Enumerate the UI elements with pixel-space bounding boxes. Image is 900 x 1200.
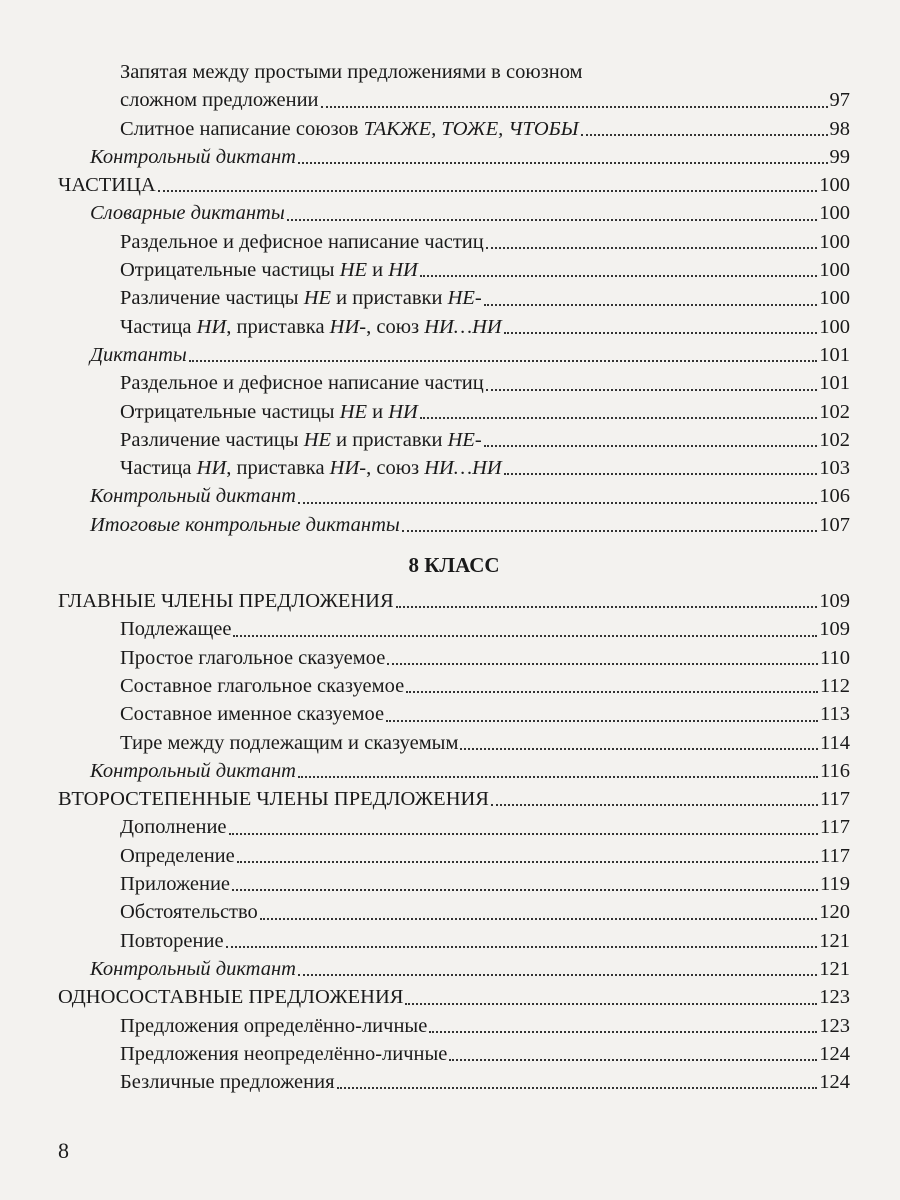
toc-entry-title (120, 700, 384, 728)
toc-section-bottom (58, 587, 850, 1096)
toc-entry-title-part: Обстоятельство (120, 901, 258, 924)
toc-entry-title-part: ОДНОСОСТАВНЫЕ ПРЕДЛОЖЕНИЯ (58, 986, 404, 1009)
toc-entry (58, 313, 850, 341)
toc-entry-page: 98 (829, 117, 850, 140)
toc-entry-title (90, 482, 296, 510)
toc-entry (58, 587, 850, 615)
dot-leader (460, 748, 818, 750)
dot-leader (260, 918, 817, 920)
toc-entry-title-part: Тире между подлежащим и сказуемым (120, 731, 459, 754)
toc-entry (58, 672, 850, 700)
toc-entry (58, 757, 850, 785)
toc-entry-title (120, 115, 579, 143)
dot-leader (406, 691, 818, 693)
toc-entry (58, 1012, 850, 1040)
toc-entry-title-part: НЕ- (447, 287, 482, 310)
toc-entry (58, 143, 850, 171)
dot-leader (449, 1059, 817, 1061)
toc-entry-title-part: Итоговые контрольные диктанты (90, 513, 400, 536)
section-heading: 8 КЛАСС (408, 553, 500, 578)
toc-entry (58, 284, 850, 312)
toc-entry-title-part: и приставки (331, 428, 448, 451)
toc-entry-title-part: и приставки (331, 287, 448, 310)
toc-entry-title-part: Дополнение (120, 816, 227, 839)
table-of-contents (58, 58, 850, 1096)
toc-entry-title-part: Частица (120, 457, 197, 480)
dot-leader (396, 606, 818, 608)
toc-entry-title-part: , союз (366, 315, 425, 338)
toc-entry-title-part: НИ…НИ (424, 457, 502, 480)
toc-entry (58, 1068, 850, 1096)
toc-entry-title (120, 813, 227, 841)
dot-leader (226, 946, 818, 948)
toc-entry-title (120, 1068, 335, 1096)
dot-leader (484, 445, 818, 447)
toc-entry (58, 785, 850, 813)
toc-entry-page: 102 (819, 428, 850, 451)
toc-entry-title (120, 870, 230, 898)
toc-entry-title-part: сложном предложении (120, 89, 319, 112)
toc-entry-title-part: Отрицательные частицы (120, 259, 340, 282)
toc-entry-page: 109 (819, 618, 850, 641)
toc-entry-title-part: Раздельное и дефисное написание частиц (120, 372, 484, 395)
toc-entry-title-part: Слитное написание союзов (120, 117, 364, 140)
toc-entry-title (120, 1012, 427, 1040)
dot-leader (402, 530, 817, 532)
toc-entry (58, 426, 850, 454)
toc-entry (58, 398, 850, 426)
toc-entry-title (120, 898, 258, 926)
toc-entry-title-part: Запятая между простыми предложениями в союзном (120, 61, 583, 83)
toc-entry-title (90, 511, 400, 539)
toc-entry-title-part: Диктанты (90, 343, 187, 366)
dot-leader (298, 502, 817, 504)
toc-entry-title-part: , союз (366, 457, 425, 480)
toc-entry (58, 644, 850, 672)
toc-entry-title-part: Предложения определённо-личные (120, 1014, 428, 1037)
toc-entry-title-part: Контрольный диктант (90, 957, 296, 980)
toc-entry-title (58, 785, 489, 813)
toc-entry-title-part: Простое глагольное сказуемое (120, 646, 386, 669)
dot-leader (298, 776, 818, 778)
page-number: 8 (58, 1138, 69, 1163)
toc-entry-page: 121 (819, 929, 850, 952)
toc-entry-title (120, 454, 502, 482)
toc-entry-page: 123 (819, 1014, 850, 1037)
toc-entry-title-part: Контрольный диктант (90, 145, 296, 168)
toc-entry-title-part: НИ (388, 400, 418, 423)
toc-entry (58, 369, 850, 397)
toc-entry-title-part: НЕ (339, 259, 368, 282)
toc-entry (58, 482, 850, 510)
dot-leader (504, 473, 818, 475)
toc-section-top (58, 58, 850, 539)
toc-entry-title-part: НЕ (303, 287, 332, 310)
toc-entry-title-part: Безличные предложения (120, 1071, 335, 1094)
toc-entry-title (120, 729, 458, 757)
toc-entry-page: 106 (819, 485, 850, 508)
toc-entry-page: 101 (819, 343, 850, 366)
toc-entry-page: 109 (819, 590, 850, 613)
toc-entry-title (120, 672, 404, 700)
toc-entry-title (120, 58, 583, 86)
toc-entry-page: 117 (820, 844, 850, 867)
toc-entry-title (120, 228, 484, 256)
toc-entry (58, 454, 850, 482)
toc-entry-title (120, 842, 235, 870)
toc-entry-page: 113 (820, 703, 850, 726)
toc-entry-title-part: НИ…НИ (424, 315, 502, 338)
toc-entry (58, 927, 850, 955)
dot-leader (237, 861, 818, 863)
toc-entry (58, 842, 850, 870)
toc-entry-page: 100 (819, 174, 850, 197)
toc-entry (58, 700, 850, 728)
toc-entry-title-part: ТАКЖЕ, ТОЖЕ, ЧТОБЫ (363, 117, 579, 140)
toc-entry-page: 100 (819, 315, 850, 338)
toc-entry (58, 86, 850, 114)
toc-entry (58, 511, 850, 539)
toc-entry-title-part: Раздельное и дефисное написание частиц (120, 230, 484, 253)
toc-entry-page: 116 (820, 759, 850, 782)
toc-entry-title-part: НИ (196, 315, 227, 338)
dot-leader (321, 106, 828, 108)
toc-entry (58, 898, 850, 926)
dot-leader (387, 663, 818, 665)
toc-entry-title-part: Определение (120, 844, 235, 867)
toc-entry-page: 124 (819, 1071, 850, 1094)
toc-entry-page: 123 (819, 986, 850, 1009)
toc-entry-title-part: НИ- (329, 315, 367, 338)
toc-entry-title (120, 644, 385, 672)
toc-entry-title-part: Различение частицы (120, 287, 304, 310)
dot-leader (429, 1031, 817, 1033)
dot-leader (484, 304, 818, 306)
toc-entry-page: 100 (819, 287, 850, 310)
toc-entry-page: 97 (829, 89, 850, 112)
toc-entry (58, 813, 850, 841)
toc-entry-title-part: и (367, 400, 389, 423)
toc-entry-page: 117 (820, 816, 850, 839)
toc-entry-title-part: НИ (388, 259, 418, 282)
toc-entry-title-part: ЧАСТИЦА (58, 174, 156, 197)
dot-leader (158, 190, 818, 192)
toc-entry-title (120, 86, 319, 114)
toc-entry-title (120, 284, 482, 312)
dot-leader (420, 417, 817, 419)
toc-entry-page: 107 (819, 513, 850, 536)
toc-entry-title (90, 143, 296, 171)
toc-entry-page: 110 (820, 646, 850, 669)
dot-leader (233, 635, 817, 637)
dot-leader (386, 720, 818, 722)
toc-entry (58, 58, 850, 86)
toc-entry-page: 102 (819, 400, 850, 423)
toc-entry-page: 124 (819, 1042, 850, 1065)
dot-leader (491, 804, 818, 806)
toc-entry-page: 119 (820, 873, 850, 896)
toc-entry-page: 114 (820, 731, 850, 754)
toc-entry-title (120, 1040, 447, 1068)
toc-entry-page: 120 (819, 901, 850, 924)
dot-leader (189, 360, 817, 362)
toc-entry-title (58, 587, 394, 615)
dot-leader (298, 974, 817, 976)
toc-entry-title-part: ВТОРОСТЕПЕННЫЕ ЧЛЕНЫ ПРЕДЛОЖЕНИЯ (58, 788, 489, 811)
toc-entry-title-part: Составное именное сказуемое (120, 703, 385, 726)
toc-entry (58, 1040, 850, 1068)
toc-entry-page: 103 (819, 457, 850, 480)
dot-leader (232, 889, 818, 891)
toc-entry-title-part: НЕ- (447, 428, 482, 451)
toc-entry (58, 341, 850, 369)
toc-entry-title-part: и (367, 259, 389, 282)
toc-entry-title-part: НИ- (329, 457, 367, 480)
toc-entry-page: 101 (819, 372, 850, 395)
toc-entry-page: 112 (820, 674, 850, 697)
toc-entry (58, 870, 850, 898)
toc-entry-page: 117 (820, 788, 850, 811)
dot-leader (420, 275, 817, 277)
toc-entry-title-part: НЕ (303, 428, 332, 451)
dot-leader (287, 219, 818, 221)
dot-leader (229, 833, 818, 835)
toc-entry-title-part: Различение частицы (120, 428, 304, 451)
toc-entry-page: 100 (819, 202, 850, 225)
toc-entry-page: 121 (819, 957, 850, 980)
toc-entry-title-part: Повторение (120, 929, 224, 952)
toc-entry (58, 115, 850, 143)
toc-entry (58, 983, 850, 1011)
toc-entry-title-part: Словарные диктанты (90, 202, 285, 225)
toc-entry-title (90, 757, 296, 785)
toc-entry (58, 256, 850, 284)
toc-entry-title-part: ГЛАВНЫЕ ЧЛЕНЫ ПРЕДЛОЖЕНИЯ (58, 590, 394, 613)
dot-leader (581, 134, 828, 136)
toc-entry-title (58, 983, 403, 1011)
toc-entry-title (120, 369, 484, 397)
toc-entry-title (120, 426, 482, 454)
toc-entry-title (120, 313, 502, 341)
dot-leader (486, 389, 818, 391)
toc-entry-title-part: Подлежащее (120, 618, 232, 641)
toc-entry-title-part: Контрольный диктант (90, 759, 296, 782)
toc-entry-title-part: , приставка (226, 315, 330, 338)
toc-entry (58, 729, 850, 757)
dot-leader (486, 247, 818, 249)
toc-entry-title (120, 398, 418, 426)
toc-entry (58, 615, 850, 643)
dot-leader (298, 162, 828, 164)
toc-entry-title (58, 171, 156, 199)
toc-entry-title-part: , приставка (226, 457, 330, 480)
toc-entry-title-part: Контрольный диктант (90, 485, 296, 508)
toc-entry-title-part: Составное глагольное сказуемое (120, 674, 405, 697)
toc-entry (58, 199, 850, 227)
toc-entry (58, 955, 850, 983)
dot-leader (337, 1087, 818, 1089)
toc-entry-title-part: Предложения неопределённо-личные (120, 1042, 448, 1065)
dot-leader (405, 1003, 817, 1005)
dot-leader (504, 332, 818, 334)
toc-entry-page: 99 (829, 145, 850, 168)
toc-entry-title (120, 615, 231, 643)
toc-entry-page: 100 (819, 230, 850, 253)
toc-entry-page: 100 (819, 259, 850, 282)
toc-entry (58, 228, 850, 256)
toc-entry-title-part: Приложение (120, 873, 231, 896)
toc-entry-title-part: НЕ (339, 400, 368, 423)
toc-entry-title-part: Частица (120, 315, 197, 338)
toc-entry-title-part: НИ (196, 457, 227, 480)
toc-entry-title (90, 955, 296, 983)
toc-entry-title (120, 256, 418, 284)
toc-entry-title (120, 927, 224, 955)
toc-entry-title (90, 341, 187, 369)
toc-entry-title (90, 199, 285, 227)
toc-entry (58, 171, 850, 199)
toc-entry-title-part: Отрицательные частицы (120, 400, 340, 423)
